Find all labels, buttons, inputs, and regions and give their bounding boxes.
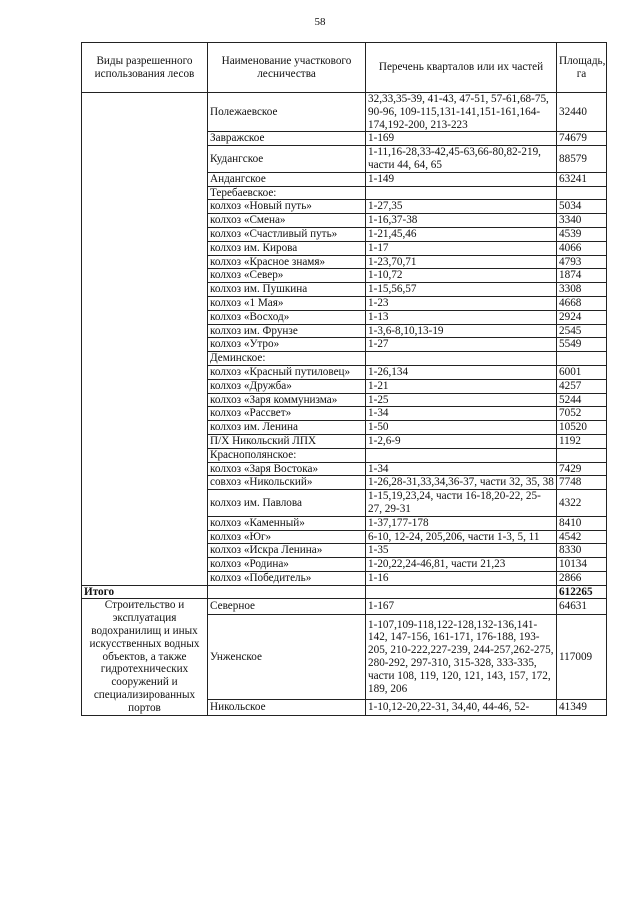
area-cell: 3340 [557,214,607,228]
quarters-cell: 1-35 [366,544,557,558]
area-cell: 2545 [557,324,607,338]
forest-use-table [81,42,607,716]
forestry-cell: Деминское: [208,352,366,366]
quarters-cell: 1-11,16-28,33-42,45-63,66-80,82-219, части 44, 64, 65 [366,146,557,173]
forestry-cell: колхоз «Счастливый путь» [208,227,366,241]
total-area: 612265 [557,585,607,599]
quarters-cell: 1-10,72 [366,269,557,283]
area-cell: 7052 [557,407,607,421]
quarters-cell: 1-21,45,46 [366,227,557,241]
forestry-cell: Теребаевское: [208,186,366,200]
area-cell: 4257 [557,379,607,393]
quarters-cell: 1-26,28-31,33,34,36-37, части 32, 35, 38 [366,476,557,490]
table-body [82,93,607,716]
forestry-cell: колхоз «Родина» [208,558,366,572]
quarters-cell: 1-34 [366,407,557,421]
quarters-cell: 1-21 [366,379,557,393]
area-cell [557,448,607,462]
area-cell: 10520 [557,421,607,435]
area-cell: 32440 [557,93,607,132]
area-cell: 63241 [557,172,607,186]
forestry-cell: колхоз им. Павлова [208,490,366,517]
area-cell: 10134 [557,558,607,572]
quarters-cell: 32,33,35-39, 41-43, 47-51, 57-61,68-75, 90-96, 109-115,131-141,151-161,164-174,192-200, 213-223 [366,93,557,132]
area-cell: 117009 [557,614,607,700]
total-empty-1 [208,585,366,599]
forestry-cell: колхоз им. Кирова [208,241,366,255]
forestry-cell: Андангское [208,172,366,186]
forestry-cell: колхоз им. Фрунзе [208,324,366,338]
forestry-cell: колхоз «Рассвет» [208,407,366,421]
quarters-cell [366,186,557,200]
total-label: Итого [82,585,208,599]
area-cell: 4322 [557,490,607,517]
quarters-cell: 1-16,37-38 [366,214,557,228]
quarters-cell: 1-25 [366,393,557,407]
quarters-cell: 1-16 [366,571,557,585]
quarters-cell: 1-27,35 [366,200,557,214]
forestry-cell: колхоз «Искра Ленина» [208,544,366,558]
forestry-cell: колхоз «Победитель» [208,571,366,585]
forestry-cell: колхоз «Новый путь» [208,200,366,214]
area-cell: 5549 [557,338,607,352]
quarters-cell: 1-15,56,57 [366,283,557,297]
quarters-cell: 1-27 [366,338,557,352]
quarters-cell: 1-167 [366,599,557,614]
area-cell: 4066 [557,241,607,255]
area-cell: 41349 [557,700,607,715]
forestry-cell: колхоз «Утро» [208,338,366,352]
header-quarters: Перечень кварталов или их частей [366,43,557,93]
quarters-cell: 1-50 [366,421,557,435]
area-cell: 4793 [557,255,607,269]
header-use: Виды разрешенного использования лесов [82,43,208,93]
forestry-cell: Завражское [208,132,366,146]
header-area: Площадь, га [557,43,607,93]
quarters-cell: 1-169 [366,132,557,146]
quarters-cell: 1-10,12-20,22-31, 34,40, 44-46, 52- [366,700,557,715]
header-forestry: Наименование участкового лесничества [208,43,366,93]
quarters-cell: 1-26,134 [366,365,557,379]
forestry-cell: колхоз им. Пушкина [208,283,366,297]
area-cell: 4539 [557,227,607,241]
quarters-cell [366,352,557,366]
area-cell: 2924 [557,310,607,324]
area-cell: 64631 [557,599,607,614]
forestry-cell: колхоз «Юг» [208,530,366,544]
area-cell: 88579 [557,146,607,173]
use-cell-construction: Строительство и эксплуатация водохранилищ и иных искусственных водных объектов, а также гидротехнических сооружений и специализированных портов [82,599,208,715]
total-empty-2 [366,585,557,599]
forestry-cell: колхоз «1 Мая» [208,296,366,310]
area-cell: 6001 [557,365,607,379]
quarters-cell: 1-34 [366,462,557,476]
area-cell: 3308 [557,283,607,297]
area-cell: 4668 [557,296,607,310]
forestry-cell: Унженское [208,614,366,700]
quarters-cell: 1-23,70,71 [366,255,557,269]
quarters-cell: 1-15,19,23,24, части 16-18,20-22, 25-27, 29-31 [366,490,557,517]
area-cell [557,352,607,366]
quarters-cell: 1-20,22,24-46,81, части 21,23 [366,558,557,572]
table-header-row [82,43,607,93]
quarters-cell: 1-2,6-9 [366,434,557,448]
area-cell: 7748 [557,476,607,490]
page-number: 58 [314,16,326,28]
quarters-cell: 1-149 [366,172,557,186]
forestry-cell: колхоз им. Ленина [208,421,366,435]
area-cell: 2866 [557,571,607,585]
area-cell: 4542 [557,530,607,544]
forestry-cell: Никольское [208,700,366,715]
forestry-cell: совхоз «Никольский» [208,476,366,490]
forestry-cell: Северное [208,599,366,614]
use-cell-empty [82,93,208,586]
forestry-cell: колхоз «Восход» [208,310,366,324]
quarters-cell: 1-13 [366,310,557,324]
area-cell: 1192 [557,434,607,448]
area-cell: 74679 [557,132,607,146]
area-cell: 7429 [557,462,607,476]
area-cell: 5034 [557,200,607,214]
forestry-cell: П/Х Никольский ЛПХ [208,434,366,448]
area-cell: 5244 [557,393,607,407]
quarters-cell: 6-10, 12-24, 205,206, части 1-3, 5, 11 [366,530,557,544]
forestry-cell: колхоз «Дружба» [208,379,366,393]
forestry-cell: колхоз «Красный путиловец» [208,365,366,379]
quarters-cell [366,448,557,462]
quarters-cell: 1-107,109-118,122-128,132-136,141-142, 147-156, 161-171, 176-188, 193-205, 210-222,227-239, 244-257,262-275, 280-292, 297-310, 315-328, 333-335, части 108, 119, 120, 121, 143, 157, 172, 189, 206 [366,614,557,700]
forestry-cell: колхоз «Смена» [208,214,366,228]
forestry-cell: Полежаевское [208,93,366,132]
table-row [82,599,607,614]
forestry-cell: колхоз «Каменный» [208,516,366,530]
area-cell: 8410 [557,516,607,530]
forestry-cell: колхоз «Заря Востока» [208,462,366,476]
forestry-cell: Кудангское [208,146,366,173]
quarters-cell: 1-23 [366,296,557,310]
total-row [82,585,607,599]
quarters-cell: 1-3,6-8,10,13-19 [366,324,557,338]
forestry-cell: колхоз «Красное знамя» [208,255,366,269]
area-cell: 8330 [557,544,607,558]
area-cell [557,186,607,200]
forestry-cell: колхоз «Север» [208,269,366,283]
forestry-cell: Краснополянское: [208,448,366,462]
table-row [82,93,607,132]
quarters-cell: 1-17 [366,241,557,255]
quarters-cell: 1-37,177-178 [366,516,557,530]
forestry-cell: колхоз «Заря коммунизма» [208,393,366,407]
area-cell: 1874 [557,269,607,283]
